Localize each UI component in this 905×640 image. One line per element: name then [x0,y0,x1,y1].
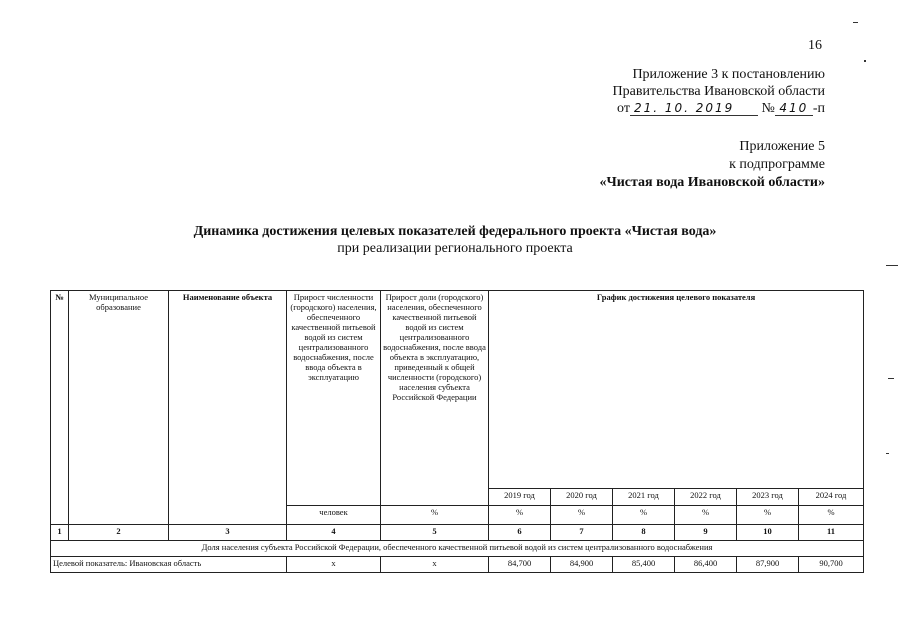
target-label: Целевой показатель: Ивановская область [51,557,287,573]
unit-share: % [381,506,489,525]
header-no: № [51,291,69,525]
header-population-growth: Прирост численности (городского) населения, обеспеченного качественной питьевой водой из систем централизованного водоснабжения, после ввода объекта в эксплуатацию [287,291,381,506]
year-header: 2023 год [737,489,799,506]
scan-mark [864,60,866,62]
unit-year: % [737,506,799,525]
header-schedule: График достижения целевого показателя [489,291,864,489]
subprogram-appendix [599,138,825,192]
unit-year: % [799,506,864,525]
column-number: 2 [69,525,169,541]
column-number: 3 [169,525,287,541]
appendix-line-2: Правительства Ивановской области [612,84,825,99]
scan-mark [853,22,858,23]
target-value: 84,700 [489,557,551,573]
column-number-row [51,525,864,541]
unit-population: человек [287,506,381,525]
section-title: Доля населения субъекта Российской Федерации, обеспеченного качественной питьевой водой из систем централизованного водоснабжения [51,541,864,557]
target-value: 90,700 [799,557,864,573]
subprogram-line-2: к подпрограмме [729,157,825,172]
column-number: 10 [737,525,799,541]
column-number: 4 [287,525,381,541]
column-number: 8 [613,525,675,541]
number-suffix: -п [812,101,825,116]
scan-mark [886,265,898,266]
unit-year: % [613,506,675,525]
handwritten-date: 21. 10. 2019 [630,101,758,116]
year-header: 2020 год [551,489,613,506]
column-number: 6 [489,525,551,541]
header-share-growth: Прирост доли (городского) населения, обеспеченного качественной питьевой водой из систем централизованного водоснабжения, после ввода объекта в эксплуатацию, приведенный к общей численности (городского) населения субъекта Российской Федерации [381,291,489,506]
title-line-1: Динамика достижения целевых показателей федерального проекта «Чистая вода» [193,224,717,239]
subprogram-line-1: Приложение 5 [739,139,825,154]
title-line-2: при реализации регионального проекта [337,241,573,256]
target-share: х [381,557,489,573]
section-row [51,541,864,557]
document-title [60,223,850,257]
target-value: 86,400 [675,557,737,573]
target-row [51,557,864,573]
subprogram-line-3: «Чистая вода Ивановской области» [599,175,825,190]
year-header: 2019 год [489,489,551,506]
handwritten-number: 410 [775,101,813,116]
unit-year: % [675,506,737,525]
indicator-table [50,290,864,573]
target-population: х [287,557,381,573]
target-value: 85,400 [613,557,675,573]
year-header: 2022 год [675,489,737,506]
column-number: 11 [799,525,864,541]
column-number: 9 [675,525,737,541]
target-value: 84,900 [551,557,613,573]
date-prefix: от [617,101,630,116]
year-header: 2021 год [613,489,675,506]
header-object: Наименование объекта [169,291,287,525]
appendix-date-line [613,100,825,117]
appendix-line-1: Приложение 3 к постановлению [632,67,825,82]
number-sign: № [761,101,775,116]
column-number: 7 [551,525,613,541]
appendix-header [613,66,825,117]
year-header: 2024 год [799,489,864,506]
page-number: 16 [808,38,822,53]
scan-mark [888,378,894,379]
scan-mark [886,453,889,454]
target-value: 87,900 [737,557,799,573]
header-municipality: Муниципальное образование [69,291,169,525]
column-number: 1 [51,525,69,541]
unit-year: % [489,506,551,525]
column-number: 5 [381,525,489,541]
unit-year: % [551,506,613,525]
